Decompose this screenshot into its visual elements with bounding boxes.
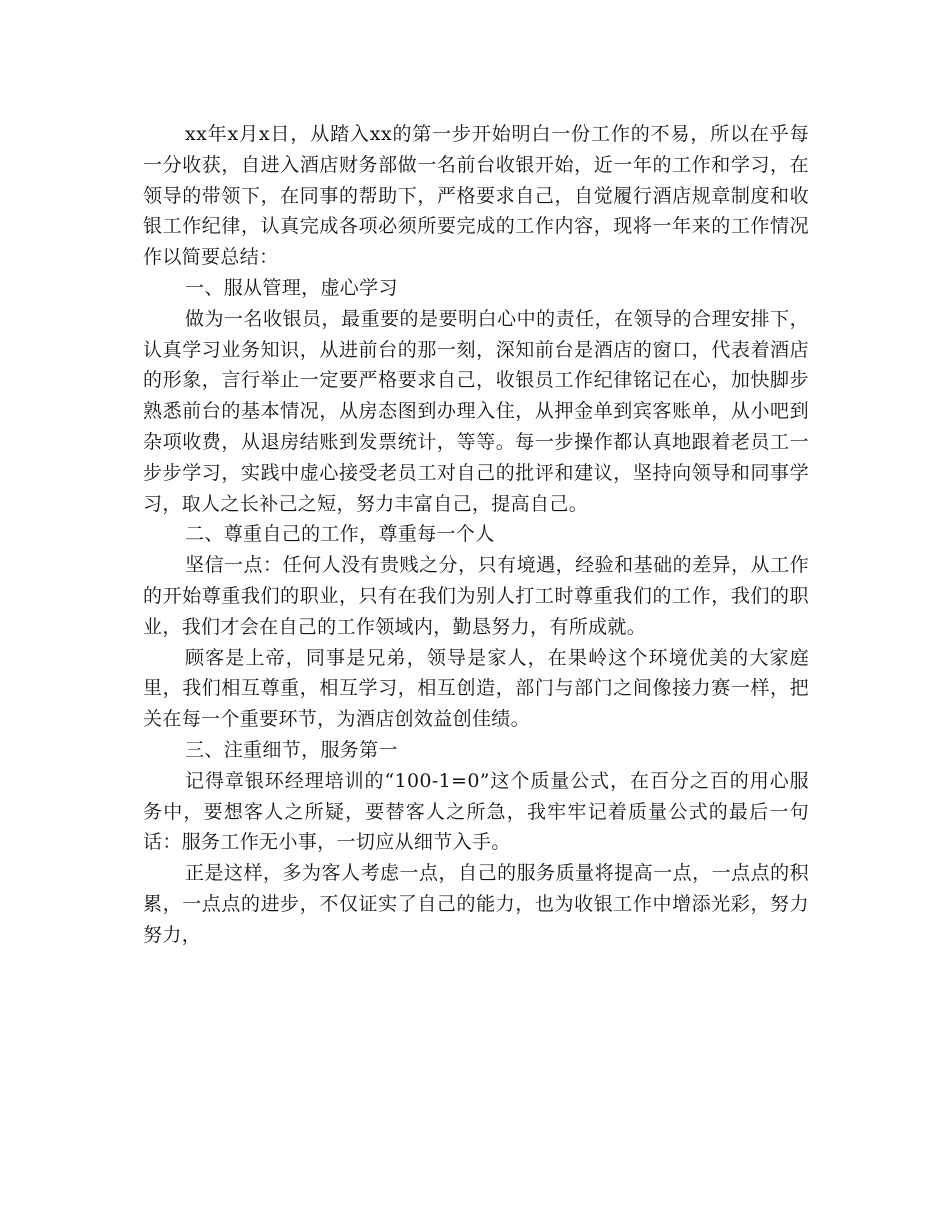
section-heading-3: 三、注重细节，服务第一 (185, 738, 398, 761)
paragraph-section-1: 做为一名收银员，最重要的是要明白心中的责任，在领导的合理安排下，认真学习业务知识，从进前台的那一刻，深知前台是酒店的窗口，代表着酒店的形象，言行举止一定要严格要求自己，收银员工作纪律铭记在心，加快脚步熟悉前台的基本情况，从房态图到办理入住，从押金单到宾客账单，从小吧到杂项收费，从退房结账到发票统计，等等。每一步操作都认真地跟着老员工一步步学习，实践中虚心接受老员工对自己的批评和建议，坚持向领导和同事学习，取人之长补己之短，努力丰富自己，提高自己。 (143, 307, 809, 515)
paragraph-section-3a: 记得章银环经理培训的“100-1=0”这个质量公式，在百分之百的用心服务中，要想客人之所疑，要替客人之所急，我牢牢记着质量公式的最后一句话：服务工作无小事，一切应从细节入手。 (143, 769, 809, 854)
paragraph-section-2a: 坚信一点：任何人没有贵贱之分，只有境遇，经验和基础的差异，从工作的开始尊重我们的职业，只有在我们为别人打工时尊重我们的工作，我们的职业，我们才会在自己的工作领域内，勤恳努力，有所成就。 (143, 554, 809, 638)
paragraph-section-2b: 顾客是上帝，同事是兄弟，领导是家人，在果岭这个环境优美的大家庭里，我们相互尊重，相互学习，相互创造，部门与部门之间像接力赛一样，把关在每一个重要环节，为酒店创效益创佳绩。 (143, 646, 809, 731)
paragraph-intro: xx年x月x日，从踏入xx的第一步开始明白一份工作的不易，所以在乎每一分收获，自进入酒店财务部做一名前台收银开始，近一年的工作和学习，在领导的带领下，在同事的帮助下，严格要求自己，自觉履行酒店规章制度和收银工作纪律，认真完成各项必须所要完成的工作内容，现将一年来的工作情况作以简要总结： (143, 123, 809, 269)
paragraph-section-3b: 正是这样，多为客人考虑一点，自己的服务质量将提高一点，一点点的积累，一点点的进步，不仅证实了自己的能力，也为收银工作中增添光彩，努力努力， (143, 862, 809, 946)
section-heading-2: 二、尊重自己的工作，尊重每一个人 (185, 523, 495, 546)
section-heading-1: 一、服从管理，虚心学习 (185, 276, 398, 299)
document-body (143, 119, 809, 951)
